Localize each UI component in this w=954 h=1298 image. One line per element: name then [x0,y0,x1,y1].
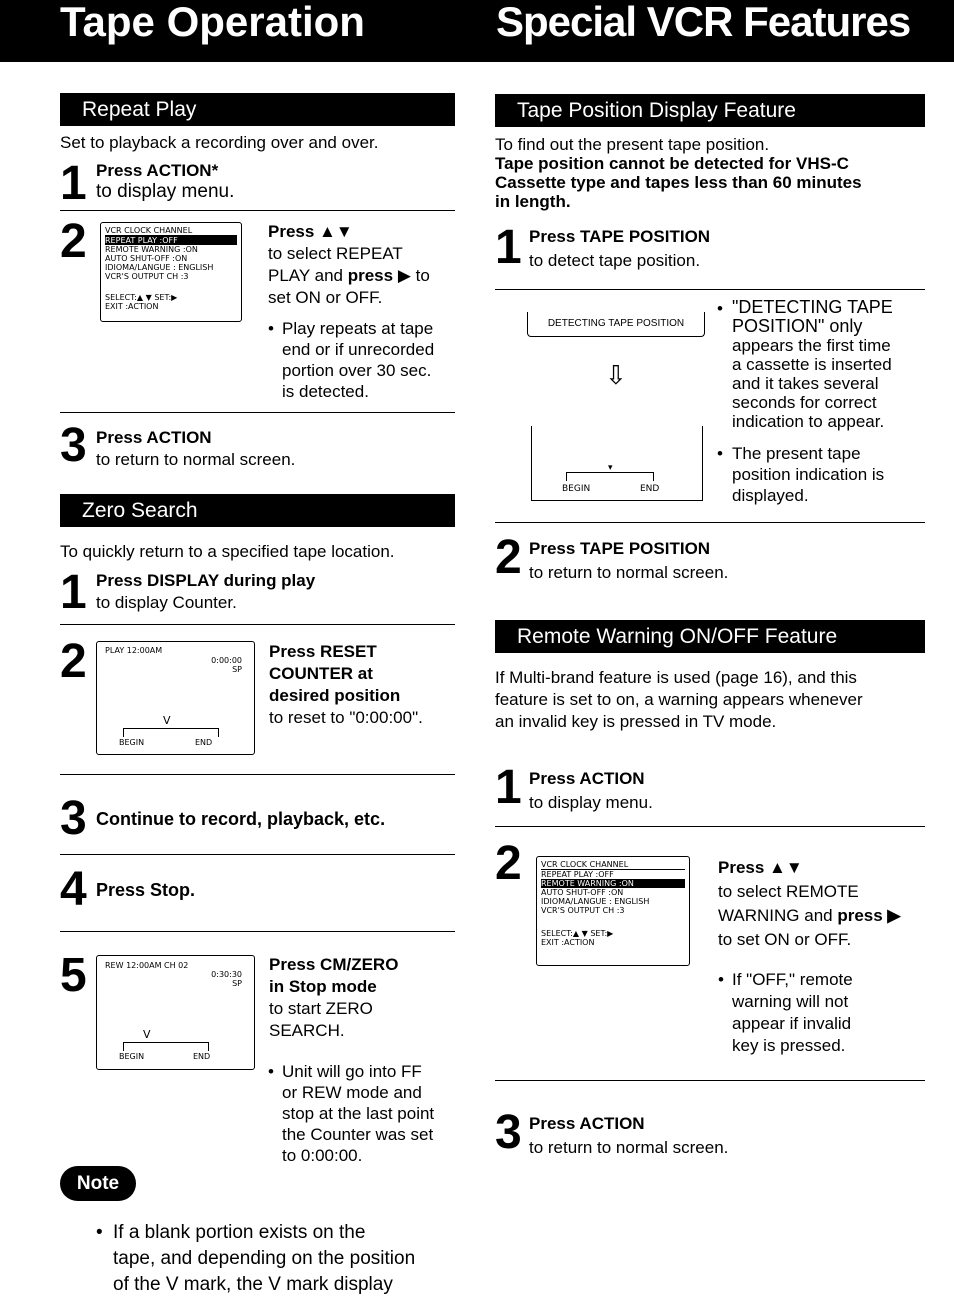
step-detail-bold: press ▶ [837,906,901,925]
note-text [113,1220,415,1298]
bullet-line: seconds for correct [732,393,877,412]
divider [60,412,455,413]
step-5-instructions [269,954,459,1042]
step-instruction: Press ACTION [529,769,645,788]
bullet-dot: • [717,299,723,318]
page-title-right: Special VCR Features [496,0,911,45]
bullet-line: is detected. [282,382,369,401]
bullet-line: or REW mode and [282,1083,422,1102]
bullet-dot: • [268,319,274,338]
step-instruction: COUNTER at [269,664,373,683]
step-detail: PLAY and [268,266,348,285]
bar-end-label: END [195,738,213,747]
step-instruction: Press Stop. [96,880,196,900]
divider [495,826,925,827]
screen-counter: 0:00:00 [211,656,242,665]
step-2-instructions [269,641,459,729]
menu-tabs: VCR CLOCK CHANNEL [541,860,685,870]
intro-text: To find out the present tape position. [495,135,770,154]
bullet-line: appear if invalid [732,1014,852,1033]
step-detail-bold: press [347,266,394,285]
section-title-zero-search: Zero Search [60,494,455,527]
detecting-text: DETECTING TAPE POSITION [547,318,685,329]
bullet-line: Play repeats at tape [282,319,434,338]
step-instruction: Press TAPE POSITION [529,539,711,558]
tape-position-bar [123,1042,209,1051]
step-detail-line [718,904,938,928]
bullet-line: portion over 30 sec. [282,361,432,380]
step-detail: to display Counter. [96,593,237,612]
counter-screen [96,641,255,755]
step-instruction: Press RESET [269,642,377,661]
step-instruction: desired position [269,686,401,705]
step-detail: ▶ to [393,266,430,285]
screen-speed: SP [232,665,242,674]
step-detail: to return to normal screen. [529,563,729,582]
bullet-text [282,318,434,402]
menu-row: REPEAT PLAY :OFF [541,870,614,879]
bullet-line: indication to appear. [732,412,885,431]
step-number: 3 [60,419,87,472]
menu-row-remote-warning: REMOTE WARNING :ON [541,879,685,888]
step-number: 2 [60,215,87,268]
bullet-text [732,969,853,1057]
step-detail: to select REMOTE [718,882,859,901]
note-bullet-dot: • [96,1222,103,1243]
menu-select-hint: SELECT:▲ ▼ SET:▶ [105,293,178,302]
step-instruction: Press ACTION [529,1114,645,1133]
step-detail: SEARCH. [269,1021,345,1040]
section-title-tape-position: Tape Position Display Feature [495,94,925,127]
step-number: 4 [60,863,87,916]
menu-row: AUTO SHUT-OFF :ON [541,888,624,897]
menu-row: IDIOMA/LANGUE : ENGLISH [541,897,650,906]
step-2-instructions [718,856,938,952]
bullet-line: the Counter was set [282,1125,434,1144]
step-detail: to set ON or OFF. [718,930,852,949]
note-line: of the V mark, the V mark display [113,1274,393,1295]
step-detail: to select REPEAT [268,244,403,263]
bar-end-label: END [640,484,660,494]
bullet-text [732,443,884,506]
menu-select-hint: SELECT:▲ ▼ SET:▶ [541,929,614,938]
bullet-line: a cassette is inserted [732,355,892,374]
tape-position-bar [566,472,654,481]
note-badge: Note [60,1166,136,1201]
divider [495,289,925,290]
bullet-line: warning will not [732,992,849,1011]
divider [60,624,455,625]
position-display [531,426,703,501]
section-title-repeat-play: Repeat Play [60,93,455,126]
step-number: 3 [495,1106,522,1159]
zero-search-screen [96,955,255,1070]
bullet-line: position indication is [732,465,885,484]
step-number: 2 [495,531,522,584]
menu-row: AUTO SHUT-OFF :ON [105,254,188,263]
step-instruction: Press CM/ZERO [269,955,399,974]
bullet-line: end or if unrecorded [282,340,435,359]
bullet-dot: • [268,1062,274,1081]
menu-exit-hint: EXIT :ACTION [105,302,159,311]
divider [60,931,455,932]
bullet-line: to 0:00:00. [282,1146,363,1165]
bullet-line: "DETECTING TAPE [732,297,893,317]
warning-line: Cassette type and tapes less than 60 minutes [495,173,862,192]
remote-warning-intro [495,667,863,733]
step-number: 1 [60,157,87,210]
step-detail: to reset to "0:00:00". [269,708,423,727]
screen-status: PLAY 12:00AM [105,646,163,655]
v-mark-icon: V [143,1028,151,1041]
step-number: 1 [60,566,87,619]
divider [60,854,455,855]
bar-begin-label: BEGIN [562,484,591,494]
step-instruction: Press ▲▼ [718,858,803,877]
step-number: 5 [60,949,87,1002]
tape-position-bar [123,728,219,737]
bar-begin-label: BEGIN [119,738,145,747]
step-instruction: Press TAPE POSITION [529,227,711,246]
menu-row-repeat-play: REPEAT PLAY :OFF [105,236,237,245]
repeat-play-intro: Set to playback a recording over and over. [60,133,379,152]
bullet-line: Unit will go into FF [282,1062,422,1081]
step-instruction: in Stop mode [269,977,377,996]
tape-position-warning [495,154,862,211]
bullet-line: The present tape [732,444,861,463]
divider [60,210,455,211]
step-detail: to display menu. [96,181,235,202]
warning-line: Tape position cannot be detected for VHS-C [495,154,849,173]
vcr-menu-screen [100,222,242,322]
menu-exit-hint: EXIT :ACTION [541,938,595,947]
zero-search-intro: To quickly return to a specified tape location. [60,542,395,561]
step-detail: to display menu. [529,793,653,812]
step-instruction: Press DISPLAY during play [96,571,316,590]
bullet-line: and it takes several [732,374,879,393]
bar-end-label: END [193,1052,211,1061]
step-detail: WARNING and [718,906,838,925]
screen-status: REW 12:00AM CH 02 [105,961,189,970]
step-instruction: Continue to record, playback, etc. [96,809,386,829]
vcr-menu-screen [536,856,690,966]
tape-position-intro [495,134,769,156]
menu-row: VCR'S OUTPUT CH :3 [105,272,189,281]
v-mark-icon: V [163,714,171,727]
position-marker-icon: ▾ [608,462,613,472]
step-detail: to return to normal screen. [96,450,296,469]
bullet-dot: • [717,444,723,463]
divider [495,522,925,523]
bullet-line: appears the first time [732,336,891,355]
intro-line: feature is set to on, a warning appears whenever [495,690,863,709]
bullet-dot: • [718,970,724,989]
step-detail: to return to normal screen. [529,1138,729,1157]
menu-tabs: VCR CLOCK CHANNEL [105,226,237,236]
intro-line: If Multi-brand feature is used (page 16), and this [495,668,857,687]
step-2-instructions [268,221,463,309]
step-detail: to detect tape position. [529,251,701,270]
bullet-line: If "OFF," remote [732,970,853,989]
divider [60,774,455,775]
step-instruction: Press ACTION [96,428,212,447]
step-detail: to start ZERO [269,999,373,1018]
warning-line: in length. [495,192,571,211]
step-number: 3 [60,792,87,845]
menu-row: VCR'S OUTPUT CH :3 [541,906,625,915]
bullet-line: key is pressed. [732,1036,846,1055]
note-line: tape, and depending on the position [113,1248,416,1269]
page-title-left: Tape Operation [60,0,365,45]
step-instruction: Press ▲▼ [268,222,353,241]
intro-line: an invalid key is pressed in TV mode. [495,712,777,731]
screen-speed: SP [232,979,242,988]
screen-counter: 0:30:30 [211,970,242,979]
step-number: 2 [60,635,87,688]
bullet-line: POSITION" only [732,316,863,336]
menu-row: IDIOMA/LANGUE : ENGLISH [105,263,214,272]
step-instruction: Press ACTION* [96,161,219,180]
detecting-display [527,312,705,337]
menu-row: REMOTE WARNING :ON [105,245,198,254]
step-number: 1 [495,221,522,274]
bullet-text [282,1061,434,1166]
bar-begin-label: BEGIN [119,1052,145,1061]
divider [495,1080,925,1081]
note-line: If a blank portion exists on the [113,1222,366,1243]
bullet-text [732,298,893,431]
step-detail-line [268,265,463,287]
step-detail: set ON or OFF. [268,288,383,307]
section-title-remote-warning: Remote Warning ON/OFF Feature [495,620,925,653]
step-number: 2 [495,837,522,890]
bullet-line: displayed. [732,486,809,505]
step-number: 1 [495,761,522,814]
bullet-line: stop at the last point [282,1104,435,1123]
down-arrow-icon: ⇩ [605,360,627,390]
